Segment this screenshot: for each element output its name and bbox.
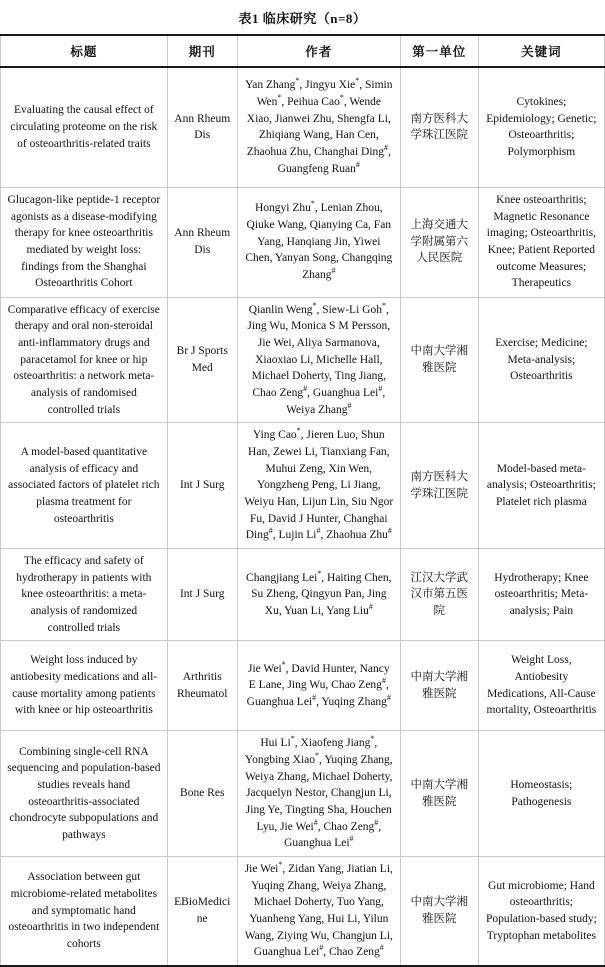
cell-title: Evaluating the causal effect of circulating proteome on the risk of osteoarthritis-related traits — [1, 67, 168, 187]
cell-authors: Hui Li*, Xiaofeng Jiang*, Yongbing Xiao*, Yuqing Zhang, Weiya Zhang, Michael Doherty, Jacquelyn Nestor, Changjun Li, Jing Ye, Tingting Sha, Houchen Lyu, Jie Wei#, Chao Zeng#, Guanghua Lei# — [237, 731, 400, 857]
cell-authors: Jie Wei*, David Hunter, Nancy E Lane, Jing Wu, Chao Zeng#, Guanghua Lei#, Yuqing Zhang# — [237, 641, 400, 731]
table-row — [1, 731, 605, 857]
cell-affiliation: 中南大学湘雅医院 — [400, 641, 478, 731]
cell-keywords: Knee osteoarthritis; Magnetic Resonance imaging; Osteoarthritis, Knee; Patient Reported outcome Measures; Therapeutics — [478, 187, 604, 297]
cell-keywords: Hydrotherapy; Knee osteoarthritis; Meta-analysis; Pain — [478, 548, 604, 640]
table-body — [1, 67, 605, 966]
cell-authors: Hongyi Zhu*, Lenian Zhou, Qiuke Wang, Qianying Ca, Fan Yang, Hanqiang Jin, Yiwei Chen, Yanyan Song, Changqing Zhang# — [237, 187, 400, 297]
cell-journal: Arthritis Rheumatol — [167, 641, 237, 731]
cell-keywords: Homeostasis; Pathogenesis — [478, 731, 604, 857]
table-row — [1, 423, 605, 549]
cell-authors: Ying Cao*, Jieren Luo, Shun Han, Zewei Li, Tianxiang Fan, Muhui Zeng, Xin Wen, Yongzheng Peng, Li Jiang, Weiyu Han, Lijun Lin, Siu Ngor Fu, David J Hunter, Changhai Ding#, Lujin Li#, Zhaohua Zhu# — [237, 423, 400, 549]
cell-journal: Int J Surg — [167, 423, 237, 549]
cell-keywords: Model-based meta-analysis; Osteoarthritis; Platelet rich plasma — [478, 423, 604, 549]
cell-affiliation: 中南大学湘雅医院 — [400, 856, 478, 966]
cell-keywords: Exercise; Medicine; Meta-analysis; Osteoarthritis — [478, 297, 604, 423]
cell-title: The efficacy and safety of hydrotherapy in patients with knee osteoarthritis: a meta-analysis of randomized controlled trials — [1, 548, 168, 640]
table-header — [1, 35, 605, 67]
table-row — [1, 67, 605, 187]
table-row — [1, 641, 605, 731]
cell-affiliation: 中南大学湘雅医院 — [400, 731, 478, 857]
cell-title: Glucagon-like peptide-1 receptor agonists as a disease-modifying therapy for knee osteoarthritis mediated by weight loss: findings from the Shanghai Osteoarthritis Cohort — [1, 187, 168, 297]
table-row — [1, 187, 605, 297]
cell-affiliation: 南方医科大学珠江医院 — [400, 67, 478, 187]
cell-keywords: Cytokines; Epidemiology; Genetic; Osteoarthritis; Polymorphism — [478, 67, 604, 187]
cell-affiliation: 南方医科大学珠江医院 — [400, 423, 478, 549]
cell-affiliation: 江汉大学武汉市第五医院 — [400, 548, 478, 640]
cell-affiliation: 中南大学湘雅医院 — [400, 297, 478, 423]
clinical-studies-table — [0, 34, 605, 967]
cell-journal: Ann Rheum Dis — [167, 187, 237, 297]
cell-keywords: Gut microbiome; Hand osteoarthritis; Population-based study; Tryptophan metabolites — [478, 856, 604, 966]
cell-journal: Br J Sports Med — [167, 297, 237, 423]
cell-keywords: Weight Loss, Antiobesity Medications, All-Cause mortality, Osteoarthritis — [478, 641, 604, 731]
cell-journal: Bone Res — [167, 731, 237, 857]
cell-authors: Changjiang Lei*, Haiting Chen, Su Zheng, Qingyun Pan, Jing Xu, Yuan Li, Yang Liu# — [237, 548, 400, 640]
column-header-title: 标题 — [1, 35, 168, 67]
column-header-journal: 期刊 — [167, 35, 237, 67]
column-header-keywords: 关键词 — [478, 35, 604, 67]
cell-title: Comparative efficacy of exercise therapy and oral non-steroidal anti-inflammatory drugs and paracetamol for knee or hip osteoarthritis: a network meta-analysis of randomised controlled trials — [1, 297, 168, 423]
table-row — [1, 548, 605, 640]
cell-authors: Yan Zhang*, Jingyu Xie*, Simin Wen*, Peihua Cao*, Wende Xiao, Jianwei Zhu, Shengfa Li, Zhiqiang Wang, Han Cen, Zhaohua Zhu, Changhai Ding#, Guangfeng Ruan# — [237, 67, 400, 187]
table-row — [1, 297, 605, 423]
cell-title: A model-based quantitative analysis of efficacy and associated factors of platelet rich plasma treatment for osteoarthritis — [1, 423, 168, 549]
table-caption: 表1 临床研究（n=8） — [238, 11, 367, 26]
cell-journal: Ann Rheum Dis — [167, 67, 237, 187]
cell-journal: Int J Surg — [167, 548, 237, 640]
cell-affiliation: 上海交通大学附属第六人民医院 — [400, 187, 478, 297]
cell-authors: Jie Wei*, Zidan Yang, Jiatian Li, Yuqing Zhang, Weiya Zhang, Michael Doherty, Tuo Yang, Yuanheng Yang, Hui Li, Yilun Wang, Ziying Wu, Changjun Li, Guanghua Lei#, Chao Zeng# — [237, 856, 400, 966]
column-header-authors: 作者 — [237, 35, 400, 67]
cell-title: Combining single-cell RNA sequencing and population-based studies reveals hand osteoarthritis-associated chondrocyte subpopulations and pathways — [1, 731, 168, 857]
cell-title: Weight loss induced by antiobesity medications and all-cause mortality among patients with knee or hip osteoarthritis — [1, 641, 168, 731]
header-row — [1, 35, 605, 67]
column-header-affiliation: 第一单位 — [400, 35, 478, 67]
cell-authors: Qianlin Weng*, Siew-Li Goh*, Jing Wu, Monica S M Persson, Jie Wei, Aliya Sarmanova, Xiaoxiao Li, Michelle Hall, Michael Doherty, Ting Jiang, Chao Zeng#, Guanghua Lei#, Weiya Zhang# — [237, 297, 400, 423]
table-row — [1, 856, 605, 966]
cell-journal: EBioMedicine — [167, 856, 237, 966]
cell-title: Association between gut microbiome-related metabolites and symptomatic hand osteoarthritis in two independent cohorts — [1, 856, 168, 966]
